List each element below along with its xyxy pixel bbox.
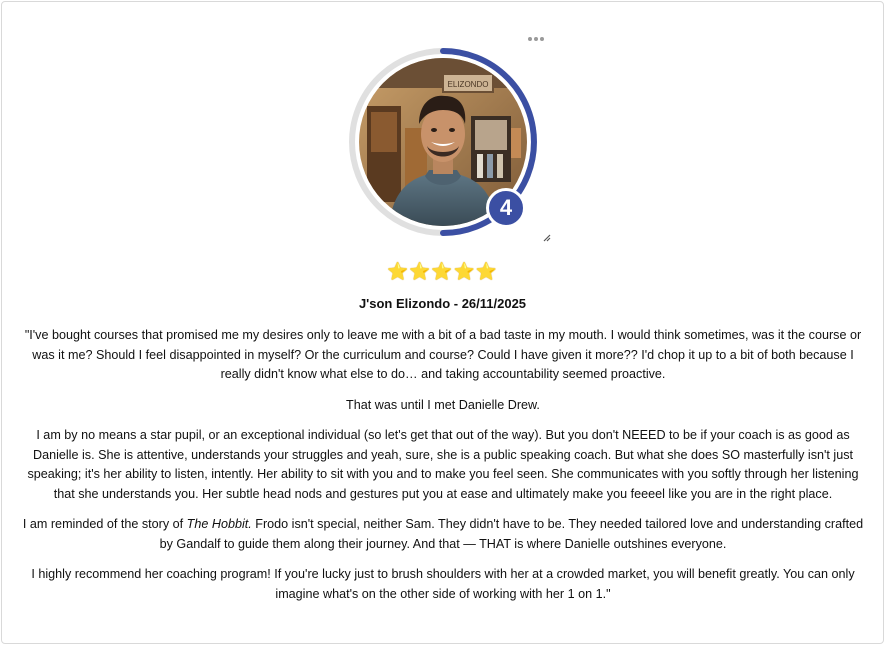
review-text-segment: I am reminded of the story of xyxy=(22,517,187,531)
avatar xyxy=(347,46,539,238)
book-title: The Hobbit. xyxy=(186,517,252,531)
review-paragraph: I highly recommend her coaching program! If you're lucky just to brush shoulders with her at a crowded market, you will benefit greatly. You can only imagine what's on the other side of working with her 1 on 1." xyxy=(31,567,855,601)
review-paragraph: I am by no means a star pupil, or an exceptional individual (so let's get that out of the way). But you don't NEEED to be if your coach is as good as Danielle is. She is attentive, understands your struggles and yeah, sure, she is a public speaking coach. But what she does SO masterfully isn't just speaking; it's her ability to listen, intently. Her ability to sit with you and to make you feel seen. She communicates with you softly through her listening that she understands you. Her subtle head nods and gestures put you at ease and ultimately make you feeeel like you are in the right place. xyxy=(27,428,859,501)
reviewer-name-date: J'son Elizondo - 26/11/2025 xyxy=(358,296,527,311)
more-options-icon[interactable] xyxy=(527,33,545,45)
review-paragraph: That was until I met Danielle Drew. xyxy=(346,397,540,412)
rank-badge: 4 xyxy=(486,188,526,228)
review-paragraph: "I've bought courses that promised me my desires only to leave me with a bit of a bad taste in my mouth. I would think sometimes, was it the course or was it me? Should I feel disappointed in myself? Or the curriculum and course? Could I have given it more?? I'd chop it up to a bit of both because I really didn't know what else to do… and taking accountability seemed proactive. xyxy=(24,328,862,381)
star-rating: ⭐⭐⭐⭐⭐ xyxy=(387,262,498,281)
resize-handle-icon[interactable] xyxy=(543,234,551,242)
dot-icon xyxy=(528,37,532,41)
dot-icon xyxy=(540,37,544,41)
dot-icon xyxy=(534,37,538,41)
review-paragraph xyxy=(22,515,864,554)
photo-sign-text: ELIZONDO xyxy=(447,80,489,89)
review-text xyxy=(22,326,864,615)
review-text-segment: Frodo isn't special, neither Sam. They didn't have to be. They needed tailored love and understanding crafted by Gandalf to guide them along their journey. And that — THAT is where Danielle outshines everyone. xyxy=(159,517,864,551)
